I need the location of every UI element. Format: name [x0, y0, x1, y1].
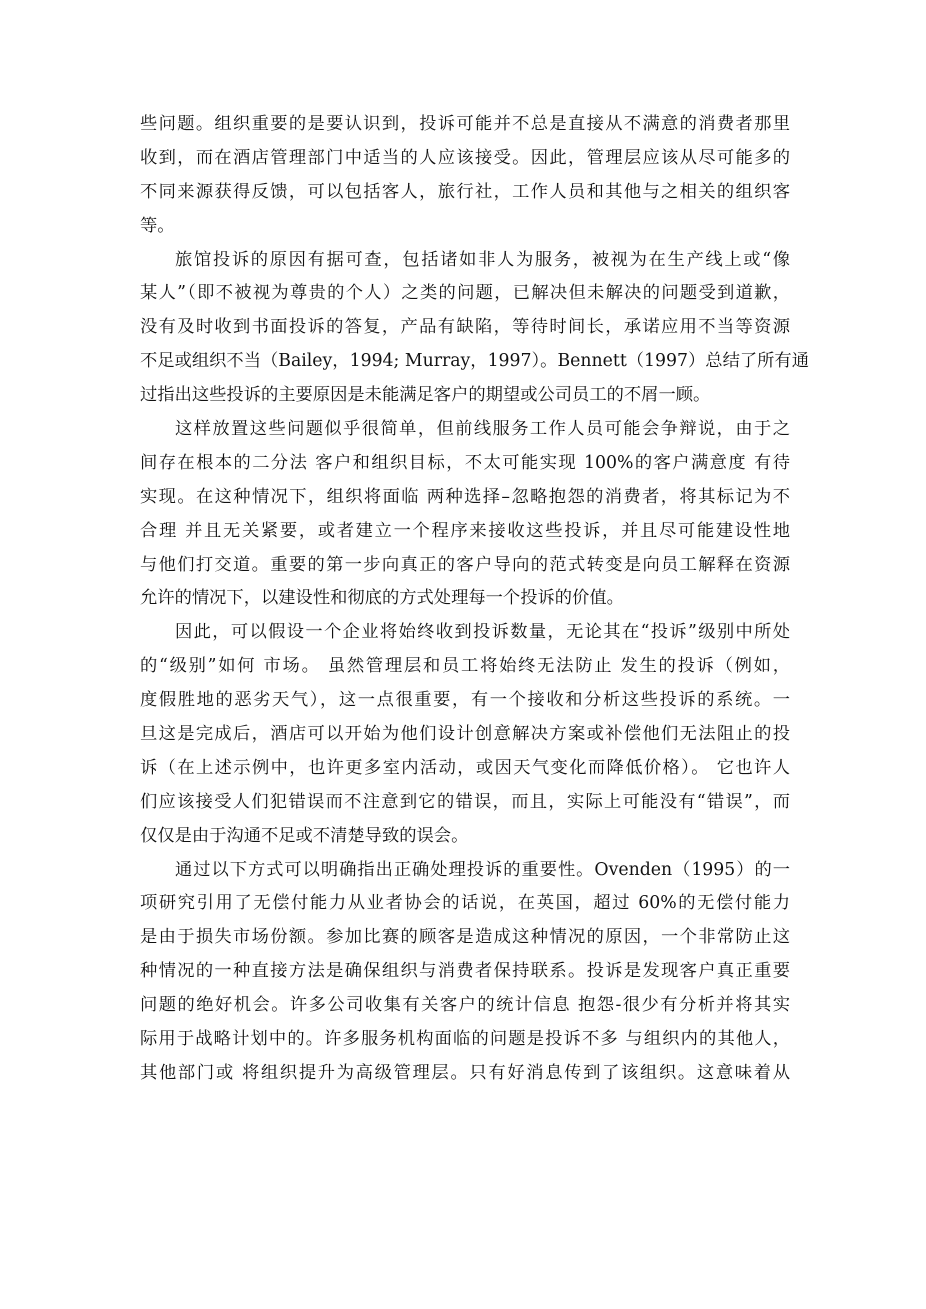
text-line: 们应该接受人们犯错误而不注意到它的错误，而且，实际上可能没有“错误”，而 [140, 791, 790, 812]
text-line: 际用于战略计划中的。许多服务机构面临的问题是投诉不多 与组织内的其他人， [140, 1029, 790, 1050]
text-line: 不同来源获得反馈，可以包括客人，旅行社，工作人员和其他与之相关的组织客 [140, 181, 790, 202]
text-line: 诉（在上述示例中，也许更多室内活动，或因天气变化而降低价格）。 它也许人 [140, 757, 790, 778]
text-line: 不足或组织不当（Bailey，1994; Murray，1997）。Bennett（1997）总结了所有通 [140, 351, 809, 372]
text-line: 某人”（即不被视为尊贵的个人）之类的问题，已解决但未解决的问题受到道歉， [140, 283, 790, 304]
text-line: 实现。在这种情况下，组织将面临 两种选择–忽略抱怨的消费者，将其标记为不 [140, 486, 790, 507]
text-line: 过指出这些投诉的主要原因是未能满足客户的期望或公司员工的不屑一顾。 [140, 385, 711, 406]
text-line: 通过以下方式可以明确指出正确处理投诉的重要性。Ovenden（1995）的一 [175, 859, 790, 880]
text-line: 合理 并且无关紧要，或者建立一个程序来接收这些投诉，并且尽可能建设性地 [140, 520, 790, 541]
text-line: 因此，可以假设一个企业将始终收到投诉数量，无论其在“投诉”级别中所处 [175, 622, 790, 643]
text-line: 些问题。组织重要的是要认识到，投诉可能并不总是直接从不满意的消费者那里 [140, 114, 790, 134]
text-line: 等。 [140, 215, 175, 236]
text-line: 这样放置这些问题似乎很简单，但前线服务工作人员可能会争辩说，由于之 [175, 419, 790, 440]
text-line: 允许的情况下，以建设性和彻底的方式处理每一个投诉的价值。 [140, 588, 624, 609]
text-line: 收到，而在酒店管理部门中适当的人应该接受。因此，管理层应该从尽可能多的 [140, 147, 790, 168]
text-line: 种情况的一种直接方法是确保组织与消费者保持联系。投诉是发现客户真正重要 [140, 961, 790, 982]
paragraph-2 [140, 244, 809, 413]
text-line: 旦这是完成后，酒店可以开始为他们设计创意解决方案或补偿他们无法阻止的投 [140, 724, 790, 745]
text-line: 没有及时收到书面投诉的答复，产品有缺陷，等待时间长，承诺应用不当等资源 [140, 317, 790, 338]
text-line: 问题的绝好机会。许多公司收集有关客户的统计信息 抱怨-很少有分析并将其实 [140, 995, 790, 1016]
paragraph-3 [140, 413, 790, 616]
paragraph-1 [140, 108, 790, 244]
text-line: 项研究引用了无偿付能力从业者协会的话说，在英国，超过 60%的无偿付能力 [140, 893, 790, 914]
paragraph-4 [140, 616, 790, 853]
text-line: 间存在根本的二分法 客户和组织目标，不太可能实现 100%的客户满意度 有待 [140, 452, 790, 473]
document-page [140, 108, 809, 1091]
text-line: 仅仅是由于沟通不足或不清楚导致的误会。 [140, 825, 469, 846]
text-line: 其他部门或 将组织提升为高级管理层。只有好消息传到了该组织。这意味着从 [140, 1062, 790, 1083]
text-line: 与他们打交道。重要的第一步向真正的客户导向的范式转变是向员工解释在资源 [140, 554, 790, 575]
paragraph-5 [140, 854, 790, 1091]
text-line: 是由于损失市场份额。参加比赛的顾客是造成这种情况的原因，一个非常防止这 [140, 927, 790, 948]
text-line: 的“级别”如何 市场。 虽然管理层和员工将始终无法防止 发生的投诉（例如， [140, 656, 790, 677]
text-line: 旅馆投诉的原因有据可查，包括诸如非人为服务，被视为在生产线上或“像 [175, 249, 790, 270]
text-line: 度假胜地的恶劣天气），这一点很重要，有一个接收和分析这些投诉的系统。一 [140, 690, 790, 711]
